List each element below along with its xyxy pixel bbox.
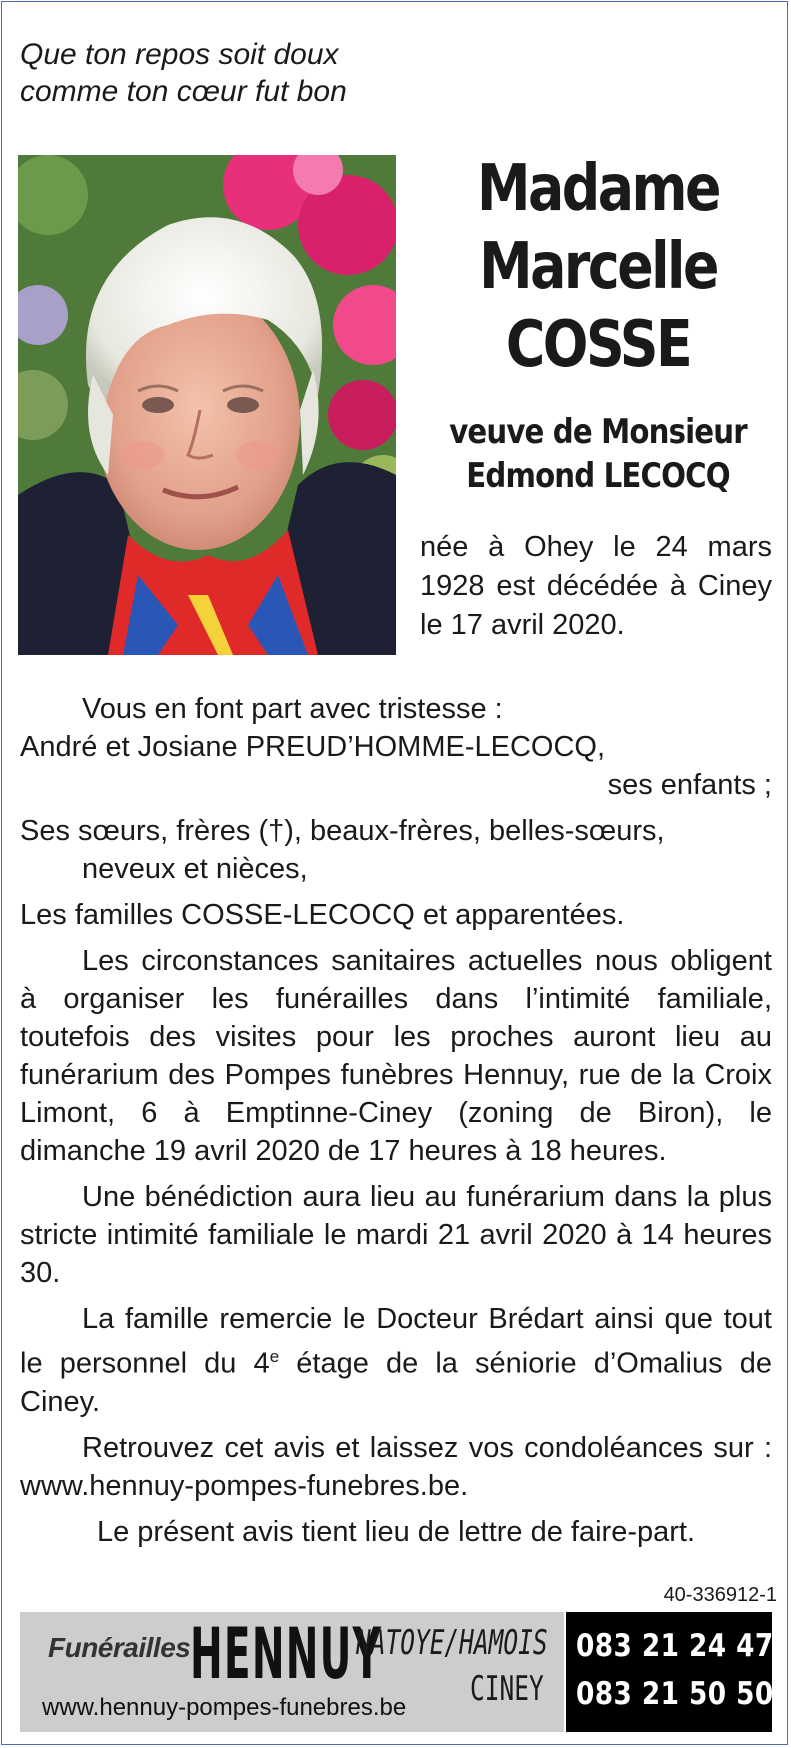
families-text: Les familles COSSE-LECOCQ et apparentées.: [20, 899, 625, 931]
motto-line-1: Que ton repos soit doux: [20, 38, 339, 71]
brand-logo: HENNUY: [190, 1613, 383, 1695]
birth-death-text: née à Ohey le 24 mars 1928 est décédée à Ciney le 17 avril 2020.: [420, 531, 772, 641]
notice-body: [20, 690, 772, 1551]
thanks-text: [20, 1300, 772, 1421]
thanks-sup: e: [269, 1347, 280, 1366]
locations-line-1: NATOYE/HAMOIS: [356, 1623, 548, 1663]
widow-line-1: veuve de Monsieur: [449, 412, 747, 452]
children-names: André et Josiane PREUD’HOMME-LECOCQ,: [20, 731, 605, 763]
phone-number-2[interactable]: 083 21 50 50: [576, 1676, 774, 1712]
reference-number: 40-336912-1: [663, 1584, 777, 1606]
name-title: Madame: [477, 152, 719, 226]
circumstances-text: Les circonstances sanitaires actuelles nous obligent à organiser les funérailles dans l’intimité familiale, toutefois des visites pour les proches auront lieu au funérarium des Pompes funèbres Hennuy, rue de la Croix Limont, 6 à Emptinne-Ciney (zoning de Biron), le dimanche 19 avril 2020 de 17 heures à 18 heures.: [20, 945, 772, 1167]
widow-line-2: Edmond LECOCQ: [466, 456, 730, 496]
name-first: Marcelle: [479, 230, 717, 304]
widow-of: [412, 410, 784, 498]
thanks-pre: La famille remercie le Docteur Brédart ainsi que tout le personnel du 4: [20, 1303, 772, 1380]
portrait-illustration: [18, 155, 396, 655]
name-last: COSSE: [505, 308, 691, 382]
online-text: Retrouvez cet avis et laissez vos condoléances sur : www.hennuy-pompes-funebres.be.: [20, 1431, 772, 1502]
locations-line-2: CINEY: [470, 1669, 544, 1709]
notice-text: Le présent avis tient lieu de lettre de faire-part.: [96, 1515, 696, 1548]
funerailles-label: Funérailles: [48, 1632, 191, 1663]
motto-line-2: comme ton cœur fut bon: [20, 75, 347, 108]
funeral-home-banner: [20, 1612, 564, 1732]
phone-panel: [566, 1612, 772, 1732]
blessing-text: Une bénédiction aura lieu au funérarium dans la plus stricte intimité familiale le mardi 21 avril 2020 à 14 heures 30.: [20, 1181, 772, 1289]
announce-text: Vous en font part avec tristesse :: [82, 693, 503, 725]
deceased-name: [412, 150, 784, 384]
thanks-post: étage de la séniorie d’Omalius de Ciney.: [20, 1347, 773, 1418]
siblings-line-1: Ses sœurs, frères (†), beaux-frères, belles-sœurs,: [20, 815, 665, 847]
motto: [20, 36, 440, 110]
portrait-photo: [18, 155, 396, 655]
children-role: ses enfants ;: [607, 769, 772, 801]
siblings-line-2: neveux et nièces,: [82, 853, 308, 885]
phone-number-1[interactable]: 083 21 24 47: [576, 1628, 774, 1664]
website-link[interactable]: www.hennuy-pompes-funebres.be: [42, 1694, 407, 1721]
